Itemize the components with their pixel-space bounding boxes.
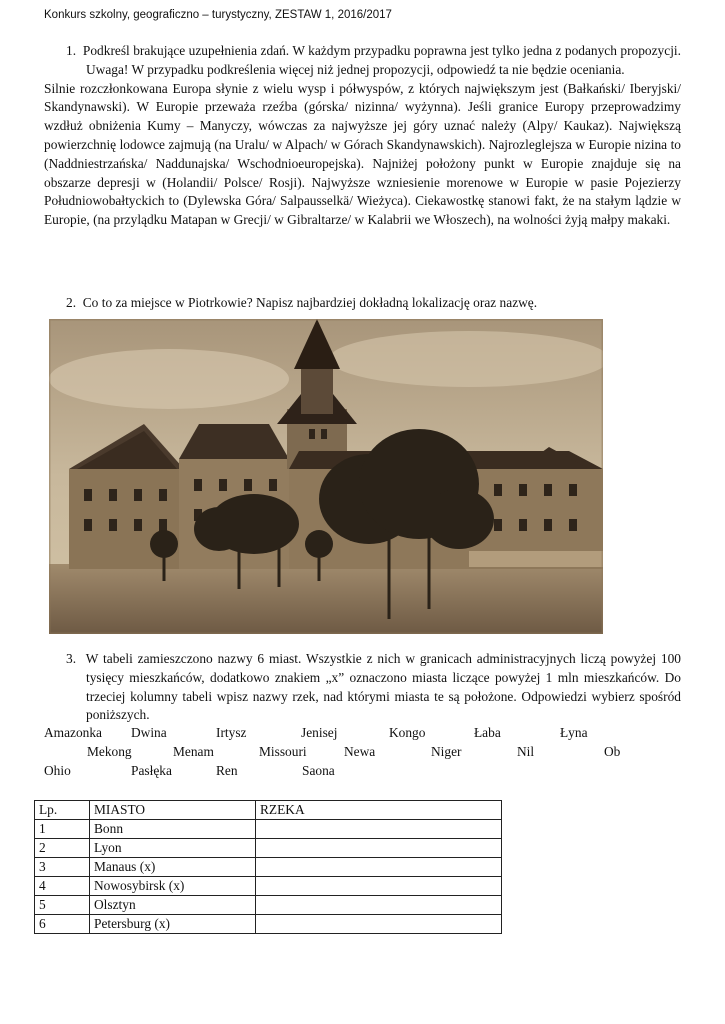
river-option: Amazonka [44, 725, 103, 740]
river-option: Newa [344, 744, 376, 759]
row-number: 1 [35, 820, 90, 839]
question-2 [66, 294, 681, 313]
question-2-text: Co to za miejsce w Piotrkowie? Napisz najbardziej dokładną lokalizację oraz nazwę. [82, 295, 538, 310]
row-number: 6 [35, 915, 90, 934]
question-3-instruction-text: W tabeli zamieszczono nazwy 6 miast. Wszystkie z nich w granicach administracyjnych liczą powyżej 100 tysięcy mieszkańców, dodatkowo znakiem „x” oznaczono miasta liczące powyżej 1 mln mieszkańców. Do trzeciej kolumny tabeli wpisz nazwy rzek, nad którymi miasta te są położone. Odpowiedzi wybierz spośród poniższych. [85, 651, 681, 723]
river-option: Łyna [560, 725, 588, 740]
river-answer-cell[interactable] [256, 839, 502, 858]
city-name: Petersburg (x) [90, 915, 256, 934]
river-option: Jenisej [301, 725, 338, 740]
table-row [35, 877, 502, 896]
question-1-instruction [44, 42, 681, 80]
river-option: Mekong [87, 744, 132, 759]
question-1-number: 1. [66, 43, 77, 58]
river-option: Menam [173, 744, 214, 759]
question-2-number: 2. [66, 295, 77, 310]
page-header: Konkurs szkolny, geograficzno – turystyczny, ZESTAW 1, 2016/2017 [44, 9, 392, 21]
city-name: Olsztyn [90, 896, 256, 915]
table-row [35, 858, 502, 877]
table-row [35, 820, 502, 839]
river-option: Saona [302, 763, 335, 778]
river-option: Missouri [259, 744, 307, 759]
river-list-row-3 [44, 763, 684, 782]
question-3-instruction [44, 650, 681, 725]
city-name: Manaus (x) [90, 858, 256, 877]
question-1-instruction-text: Podkreśl brakujące uzupełnienia zdań. W każdym przypadku poprawna jest tylko jedna z podanych propozycji. Uwaga! W przypadku podkreślenia więcej niż jednej propozycji, odpowiedź ta nie będzie oceniania. [82, 43, 681, 77]
river-list-row-2 [44, 744, 684, 763]
city-name: Bonn [90, 820, 256, 839]
building-illustration [49, 319, 603, 634]
header-lp: Lp. [35, 801, 90, 820]
header-river: RZEKA [256, 801, 502, 820]
river-answer-cell[interactable] [256, 896, 502, 915]
table-row [35, 839, 502, 858]
header-city: MIASTO [90, 801, 256, 820]
river-option: Pasłęka [131, 763, 172, 778]
table-row [35, 896, 502, 915]
river-answer-cell[interactable] [256, 858, 502, 877]
row-number: 2 [35, 839, 90, 858]
question-1 [44, 42, 681, 230]
river-option: Nil [517, 744, 535, 759]
river-option: Kongo [389, 725, 426, 740]
table-row [35, 915, 502, 934]
cities-table [34, 800, 502, 934]
river-list-row-1 [44, 725, 684, 744]
city-name: Nowosybirsk (x) [90, 877, 256, 896]
row-number: 3 [35, 858, 90, 877]
question-3 [44, 650, 681, 725]
table-header-row [35, 801, 502, 820]
river-answer-cell[interactable] [256, 915, 502, 934]
river-option: Ohio [44, 763, 71, 778]
row-number: 5 [35, 896, 90, 915]
historic-building-photo [49, 319, 603, 634]
river-option: Łaba [474, 725, 501, 740]
river-answer-cell[interactable] [256, 820, 502, 839]
question-1-body: Silnie rozczłonkowana Europa słynie z wielu wysp i półwyspów, z których największym jest (Bałkański/ Iberyjski/ Skandynawski). W Europie przeważa rzeźba (górska/ nizinna/ wyżynna). Jeśli granice Europy przeprowadzimy wzdłuż obniżenia Kumy – Manyczy, wówczas za najwyższe jej góry uznać należy (Alpy/ Kaukaz). Największą powierzchnię lodowce zajmują (na Uralu/ w Alpach/ w Górach Skandynawskich). Najrozleglejsza w Europie nizina to (Naddniestrzańska/ Naddunajska/ Wschodnioeuropejska). Najniżej położony punkt w Europie znajduje się na obszarze depresji w (Holandii/ Polsce/ Rosji). Najwyższe wzniesienie morenowe w Europie w pasie Pojezierzy Południowobałtyckich to (Dylewska Góra/ Salpausselkä/ Wieżyca). Ciekawostkę stanowi fakt, że na stałym lądzie w Europie, (na przylądku Matapan w Grecji/ w Gibraltarze/ w Kalabrii we Włoszech), na wolności żyją małpy makaki. [44, 80, 681, 228]
river-option: Irtysz [216, 725, 247, 740]
river-option: Dwina [131, 725, 167, 740]
row-number: 4 [35, 877, 90, 896]
river-option: Niger [431, 744, 462, 759]
river-option: Ren [216, 763, 238, 778]
question-3-number: 3. [66, 651, 77, 666]
city-name: Lyon [90, 839, 256, 858]
river-option: Ob [604, 744, 621, 759]
river-answer-cell[interactable] [256, 877, 502, 896]
